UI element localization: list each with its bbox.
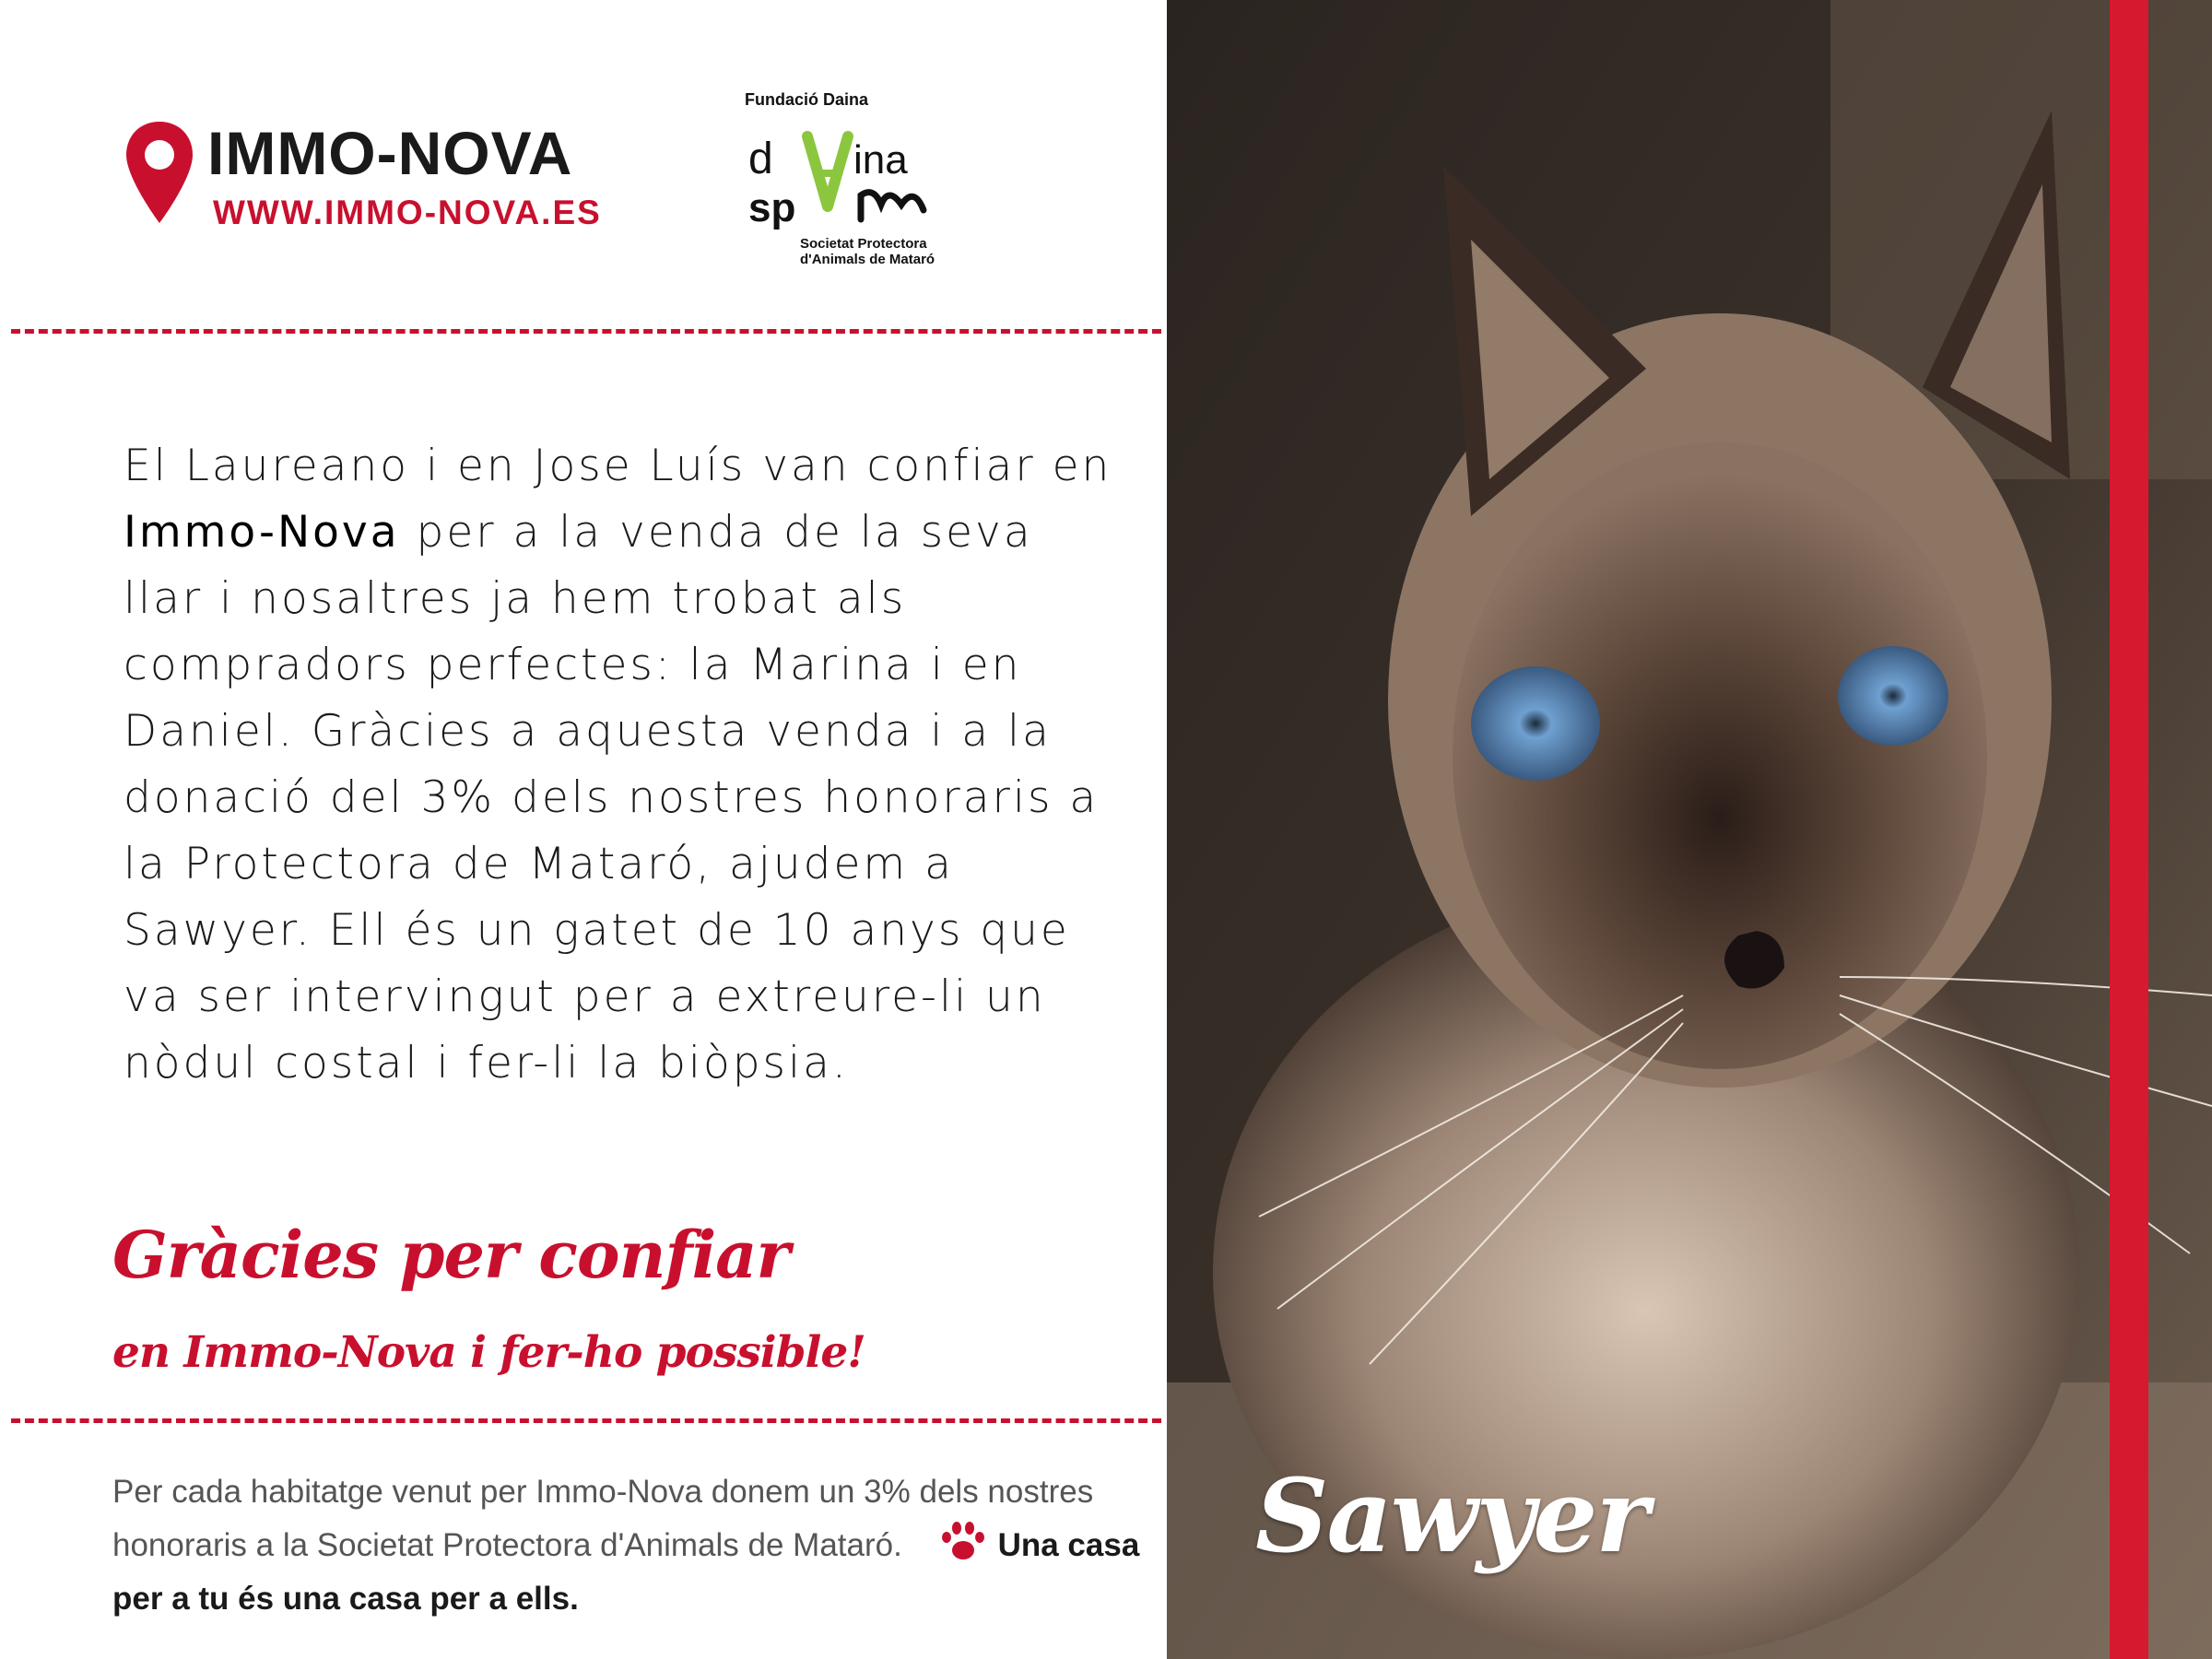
- cat-name-label: Sawyer: [1255, 1456, 1648, 1575]
- immo-nova-logo: [123, 118, 639, 238]
- paw-icon: [939, 1521, 987, 1561]
- cat-photo: [1167, 0, 2212, 1659]
- footer-slogan: Una casa per a tu és una casa per a ells.: [112, 1527, 1140, 1617]
- footer-text: Per cada habitatge venut per Immo-Nova donem un 3% dels nostres honoraris a la Societat Protectora d'Animals de Mataró.: [112, 1474, 1094, 1563]
- divider-top: [11, 329, 1161, 334]
- thanks-heading: Gràcies per confiar: [112, 1217, 790, 1293]
- red-stripe: [2110, 0, 2148, 1659]
- footer-note: [112, 1465, 1145, 1626]
- immo-nova-url: WWW.IMMO-NOVA.ES: [213, 194, 602, 231]
- daina-foundation-label: Fundació Daina: [745, 90, 869, 109]
- divider-bottom: [11, 1418, 1161, 1423]
- daina-mark-icon: [743, 118, 946, 238]
- map-pin-icon: [123, 118, 196, 229]
- svg-text:d: d: [748, 135, 773, 183]
- cat-photo-image: [1167, 0, 2212, 1659]
- thanks-subheading: en Immo-Nova i fer-ho possible!: [112, 1327, 865, 1378]
- immo-nova-brand: IMMO-NOVA: [207, 119, 573, 187]
- story-paragraph: El Laureano i en Jose Luís van confiar en Immo-Nova per a la venda de la seva llar i nosaltres ja hem trobat als compradors perfectes: la Marina i en Daniel. Gràcies a aquesta venda i a la donació del 3% dels nostres honoraris a la Protectora de Mataró, ajudem a Sawyer. Ell és un gatet de 10 anys que va ser intervingut per a extreure-li un nòdul costal i fer-li la biòpsia.: [124, 441, 1112, 1088]
- daina-society-label: Societat Protectora d'Animals de Mataró: [800, 236, 935, 267]
- svg-text:ina: ina: [853, 137, 908, 182]
- story-brand: Immo-Nova: [124, 507, 400, 558]
- daina-logo: [743, 90, 955, 275]
- svg-text:sp: sp: [748, 185, 796, 230]
